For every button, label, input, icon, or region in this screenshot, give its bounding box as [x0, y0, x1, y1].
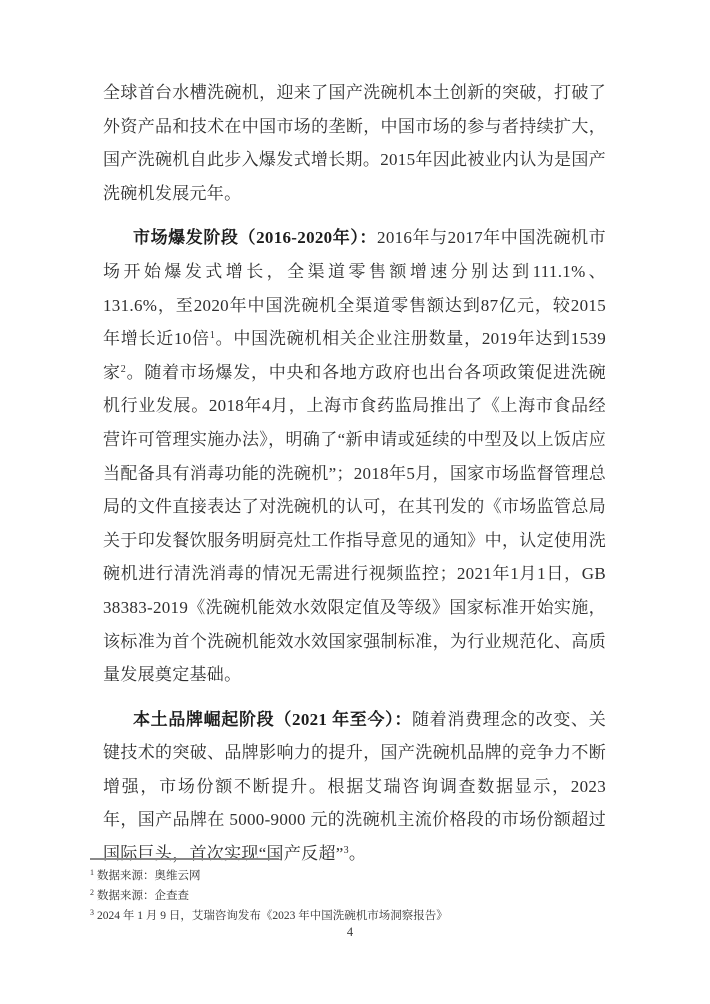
- page-number: 4: [346, 925, 354, 939]
- footnote-item-3: [90, 906, 610, 926]
- paragraph-text: 。: [348, 844, 367, 864]
- footnote-item-1: [90, 866, 610, 886]
- paragraph-market-explosion-stage: [103, 221, 606, 691]
- footnote-ref-2: 2: [120, 363, 127, 375]
- paragraph-continuation: [103, 76, 606, 210]
- paragraph-text: 。中国洗碗机相关企业注册数量，2019年达到1539家: [103, 329, 606, 382]
- footnote-marker: 2: [90, 888, 94, 897]
- footnote-text: 数据来源：奥维云网: [97, 870, 201, 882]
- footnote-item-2: [90, 886, 610, 906]
- footnote-marker: 3: [90, 908, 94, 917]
- footnote-separator: [90, 858, 279, 860]
- footnote-ref-3: 3: [343, 845, 349, 857]
- paragraph-text: 。随着市场爆发，中央和各地方政府也出台各项政策促进洗碗机行业发展。2018年4月，上海市食药监局推出了《上海市食品经营许可管理实施办法》，明确了“新申请或延续的中型及以上饭店应当配备具有消毒功能的洗碗机”；2018年5月，国家市场监督管理总局的文件直接表达了对洗碗机的认可，在其刊发的《市场监管总局关于印发餐饮服务明厨亮灶工作指导意见的通知》中，认定使用洗碗机进行清洗消毒的情况无需进行视频监控；2021年1月1日，GB 38383-2019《洗碗机能效水效限定值及等级》国家标准开始实施，该标准为首个洗碗机能效水效国家强制标准，为行业规范化、高质量发展奠定基础。: [103, 362, 606, 685]
- paragraph-text: 随着消费理念的改变、关键技术的突破、品牌影响力的提升，国产洗碗机品牌的竞争力不断增强，市场份额不断提升。根据艾瑞咨询调查数据显示，2023 年，国产品牌在 5000-9000 元的洗碗机主流价格段的市场份额超过国际巨头，首次实现“国产反超”: [103, 709, 606, 864]
- footnote-text: 数据来源：企查查: [97, 890, 189, 902]
- paragraph-text: 全球首台水槽洗碗机，迎来了国产洗碗机本土创新的突破，打破了外资产品和技术在中国市场的垄断，中国市场的参与者持续扩大，国产洗碗机自此步入爆发式增长期。2015年因此被业内认为是国产洗碗机发展元年。: [103, 83, 606, 203]
- paragraph-heading: 市场爆发阶段（2016-2020年）：: [133, 228, 378, 248]
- footnote-marker: 1: [90, 868, 94, 877]
- footnote-text: 2024 年 1 月 9 日，艾瑞咨询发布《2023 年中国洗碗机市场洞察报告》: [97, 910, 448, 922]
- footnote-ref-1: 1: [209, 330, 216, 342]
- paragraph-text: 2016年与2017年中国洗碗机市场开始爆发式增长，全渠道零售额增速分别达到111.1%、131.6%，至2020年中国洗碗机全渠道零售额达到87亿元，较2015年增长近10倍: [103, 228, 606, 349]
- document-body: [103, 76, 606, 882]
- paragraph-local-brand-rise-stage: [103, 703, 606, 871]
- footnotes-section: [90, 858, 610, 926]
- paragraph-heading: 本土品牌崛起阶段（2021 年至今）：: [133, 709, 412, 729]
